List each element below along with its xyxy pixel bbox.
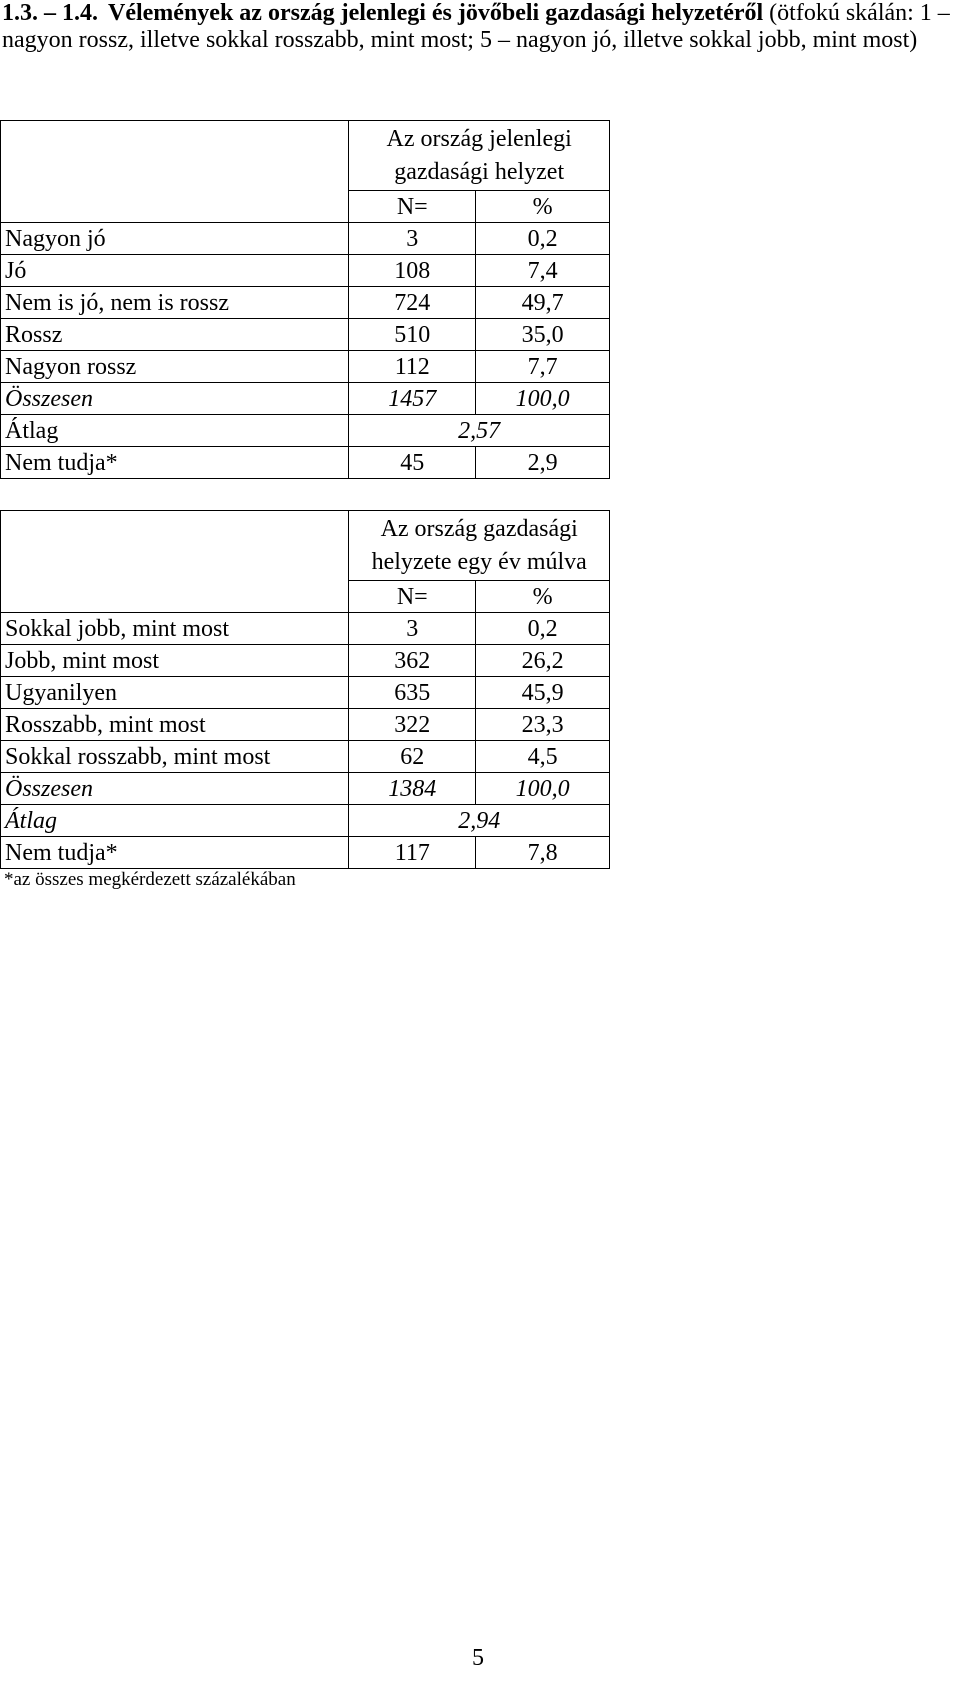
total-n: 1384 <box>349 773 476 805</box>
row-pct: 7,7 <box>476 351 610 383</box>
table-row <box>1 645 610 677</box>
row-pct: 0,2 <box>476 613 610 645</box>
row-n: 362 <box>349 645 476 677</box>
table-row <box>1 255 610 287</box>
average-label: Átlag <box>1 415 349 447</box>
footnote: *az összes megkérdezett százalékában <box>4 869 296 890</box>
row-label: Nem is jó, nem is rossz <box>1 287 349 319</box>
future-economy-table <box>0 510 610 869</box>
dontknow-n: 117 <box>349 837 476 869</box>
dontknow-label: Nem tudja* <box>1 447 349 479</box>
row-n: 322 <box>349 709 476 741</box>
row-pct: 7,4 <box>476 255 610 287</box>
row-pct: 0,2 <box>476 223 610 255</box>
row-pct: 35,0 <box>476 319 610 351</box>
table-row <box>1 351 610 383</box>
table-row <box>1 223 610 255</box>
row-n: 108 <box>349 255 476 287</box>
row-label: Ugyanilyen <box>1 677 349 709</box>
col-pct-header: % <box>476 581 610 613</box>
dontknow-row <box>1 447 610 479</box>
section-heading <box>2 0 958 54</box>
empty-corner-cell <box>1 511 349 613</box>
row-pct: 26,2 <box>476 645 610 677</box>
average-value: 2,94 <box>349 805 610 837</box>
row-pct: 4,5 <box>476 741 610 773</box>
row-n: 3 <box>349 613 476 645</box>
table-row <box>1 677 610 709</box>
section-title: Vélemények az ország jelenlegi és jövőbeli gazdasági helyzetéről <box>108 0 764 26</box>
table-row <box>1 613 610 645</box>
page-number: 5 <box>472 1645 484 1671</box>
row-label: Sokkal rosszabb, mint most <box>1 741 349 773</box>
row-label: Sokkal jobb, mint most <box>1 613 349 645</box>
table-header: Az ország gazdasági helyzete egy év múlva <box>349 511 610 581</box>
total-pct: 100,0 <box>476 773 610 805</box>
dontknow-n: 45 <box>349 447 476 479</box>
total-label: Összesen <box>1 773 349 805</box>
total-row <box>1 773 610 805</box>
table-row <box>1 709 610 741</box>
row-pct: 49,7 <box>476 287 610 319</box>
current-economy-table <box>0 120 610 479</box>
average-row <box>1 415 610 447</box>
row-label: Rosszabb, mint most <box>1 709 349 741</box>
total-label: Összesen <box>1 383 349 415</box>
section-subtitle: (ötfokú skálán: 1 – nagyon rossz, illetve sokkal rosszabb, mint most; 5 – nagyon jó, illetve sokkal jobb, mint most) <box>2 0 950 53</box>
table-header-row <box>1 511 610 581</box>
row-pct: 23,3 <box>476 709 610 741</box>
row-n: 724 <box>349 287 476 319</box>
row-n: 112 <box>349 351 476 383</box>
row-n: 3 <box>349 223 476 255</box>
dontknow-pct: 7,8 <box>476 837 610 869</box>
table-header: Az ország jelenlegi gazdasági helyzet <box>349 121 610 191</box>
total-n: 1457 <box>349 383 476 415</box>
average-row <box>1 805 610 837</box>
empty-corner-cell <box>1 121 349 223</box>
row-n: 635 <box>349 677 476 709</box>
row-label: Nagyon rossz <box>1 351 349 383</box>
dontknow-row <box>1 837 610 869</box>
row-label: Nagyon jó <box>1 223 349 255</box>
total-pct: 100,0 <box>476 383 610 415</box>
row-label: Jó <box>1 255 349 287</box>
dontknow-pct: 2,9 <box>476 447 610 479</box>
row-n: 62 <box>349 741 476 773</box>
row-n: 510 <box>349 319 476 351</box>
total-row <box>1 383 610 415</box>
table-row <box>1 741 610 773</box>
col-pct-header: % <box>476 191 610 223</box>
row-label: Rossz <box>1 319 349 351</box>
dontknow-label: Nem tudja* <box>1 837 349 869</box>
table-header-row <box>1 121 610 191</box>
col-n-header: N= <box>349 191 476 223</box>
row-label: Jobb, mint most <box>1 645 349 677</box>
average-label: Átlag <box>1 805 349 837</box>
average-value: 2,57 <box>349 415 610 447</box>
table-row <box>1 287 610 319</box>
col-n-header: N= <box>349 581 476 613</box>
section-number: 1.3. – 1.4. <box>2 0 98 26</box>
table-row <box>1 319 610 351</box>
row-pct: 45,9 <box>476 677 610 709</box>
